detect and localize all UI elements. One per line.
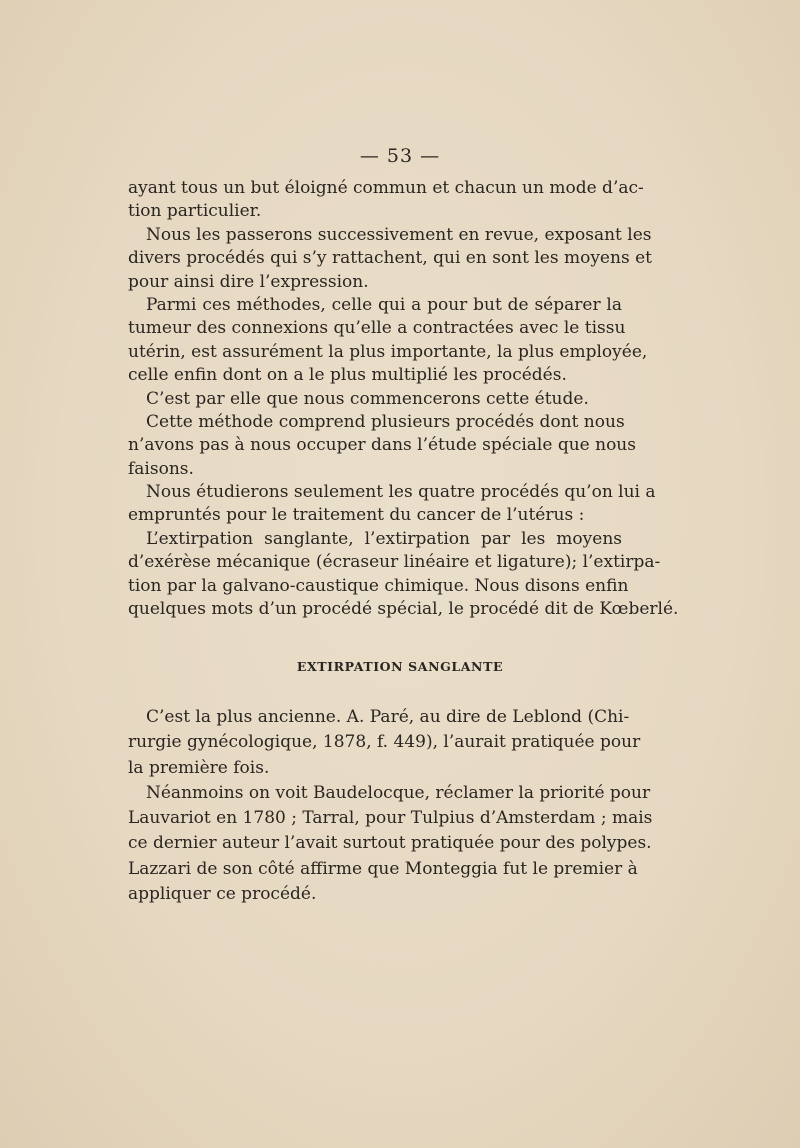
text-line: ayant tous un but éloigné commun et chacun un mode d’ac-: [128, 178, 644, 198]
text-line: faisons.: [128, 458, 194, 479]
text-line: empruntés pour le traitement du cancer de l’utérus :: [128, 505, 585, 526]
text-line: ce dernier auteur l’avait surtout pratiquée pour des polypes.: [128, 833, 652, 854]
text-line: utérin, est assurément la plus importante, la plus employée,: [128, 341, 648, 362]
text-line: tumeur des connexions qu’elle a contractées avec le tissu: [128, 318, 626, 339]
text-line: n’avons pas à nous occuper dans l’étude spéciale que nous: [128, 435, 636, 456]
text-line: tion particulier.: [128, 201, 262, 222]
text-line: d’exérèse mécanique (écraseur linéaire et ligature); l’extirpa-: [128, 552, 661, 573]
page-number: — 53 —: [359, 145, 441, 167]
text-line: divers procédés qui s’y rattachent, qui en sont les moyens et: [128, 248, 652, 269]
text-line: Néanmoins on voit Baudelocque, réclamer la priorité pour: [146, 782, 651, 803]
text-line: celle enfin dont on a le plus multiplié les procédés.: [128, 365, 567, 386]
text-line: C’est la plus ancienne. A. Paré, au dire de Leblond (Chi-: [146, 707, 630, 727]
text-line: appliquer ce procédé.: [128, 884, 317, 905]
text-line: Nous étudierons seulement les quatre procédés qu’on lui a: [146, 482, 656, 503]
text-line: rurgie gynécologique, 1878, f. 449), l’aurait pratiquée pour: [128, 732, 641, 753]
text-line: Nous les passerons successivement en revue, exposant les: [146, 224, 652, 245]
text-line: quelques mots d’un procédé spécial, le procédé dit de Kœberlé.: [128, 599, 679, 620]
text-line: la première fois.: [128, 757, 270, 778]
text-line: Parmi ces méthodes, celle qui a pour but de séparer la: [146, 294, 622, 315]
text-line: Cette méthode comprend plusieurs procédés dont nous: [146, 411, 625, 432]
section-title: EXTIRPATION SANGLANTE: [296, 659, 504, 674]
text-line: tion par la galvano-caustique chimique. Nous disons enfin: [128, 575, 629, 596]
section-text: [128, 705, 653, 907]
body-text: [128, 177, 679, 621]
text-line: L’extirpation sanglante, l’extirpation par les moyens: [146, 528, 622, 549]
text-line: Lazzari de son côté affirme que Monteggia fut le premier à: [128, 858, 638, 879]
text-line: Lauvariot en 1780 ; Tarral, pour Tulpius d’Amsterdam ; mais: [128, 808, 653, 829]
text-line: C’est par elle que nous commencerons cette étude.: [146, 388, 589, 409]
text-line: pour ainsi dire l’expression.: [128, 271, 369, 292]
